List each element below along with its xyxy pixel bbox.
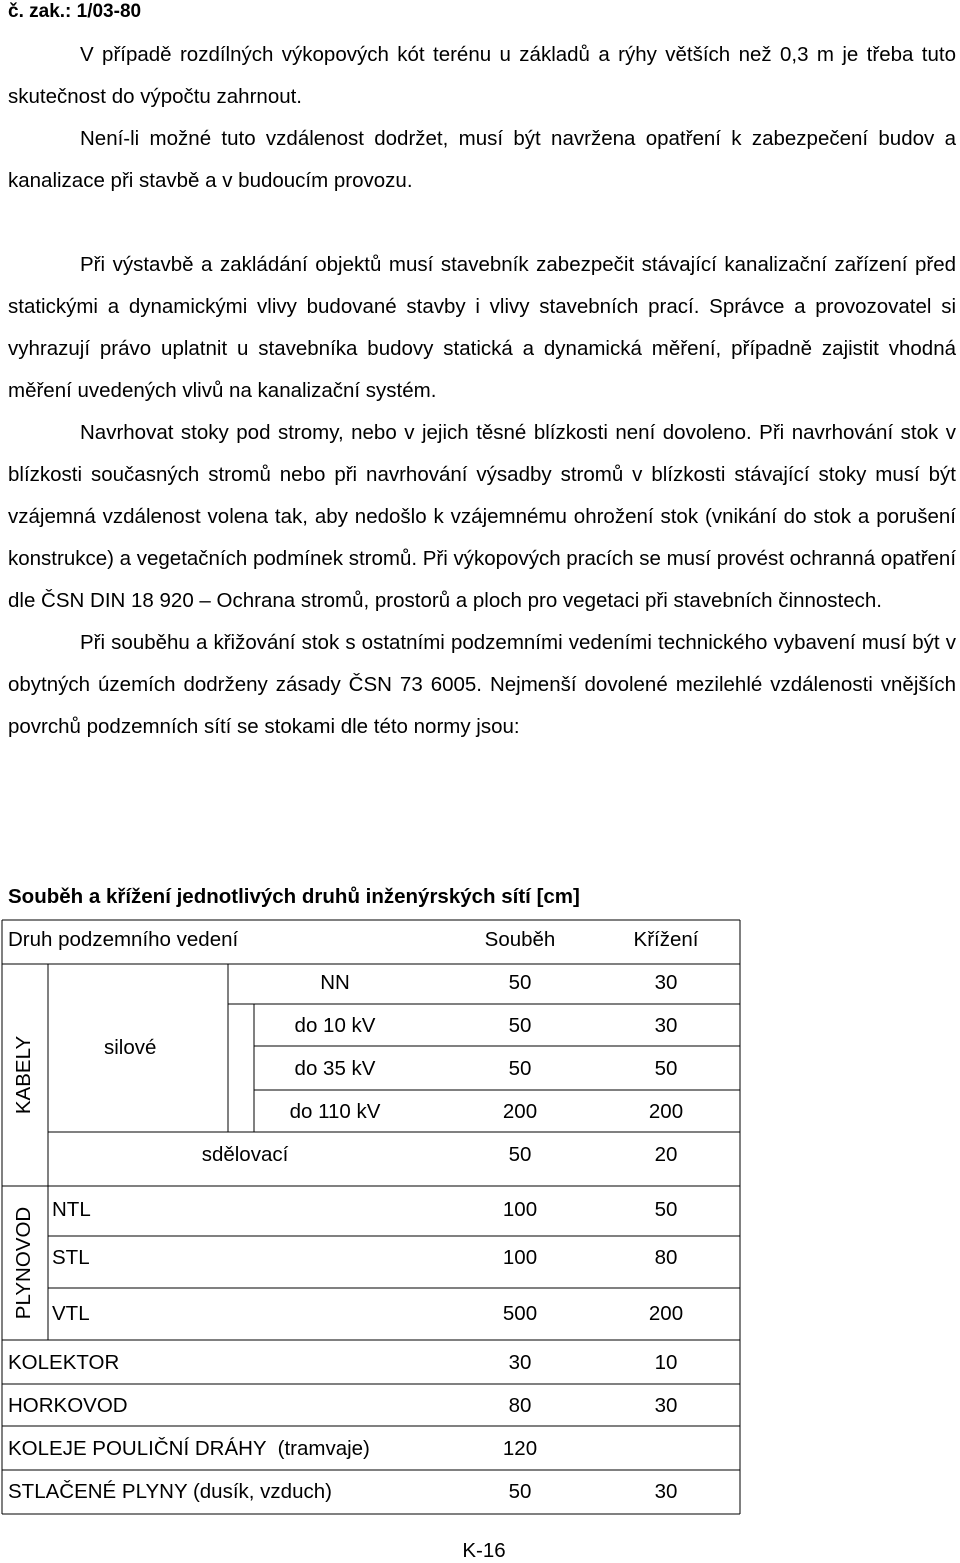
table-row-label: KOLEKTOR — [8, 1351, 120, 1374]
page-number: K-16 — [462, 1539, 506, 1562]
paragraph: Navrhovat stoky pod stromy, nebo v jejich těsné blízkosti není dovoleno. Při navrhování stok v blízkosti současných stromů nebo při navrhování výsadby stromů v blízkosti stávající stoky musí být vzájemná vzdálenost volena tak, aby nedošlo k vzájemnému ohrožení stok (vnikání do stok a porušení konstrukce) a vegetačních podmínek stromů. Při výkopových pracích se musí provést ochranná opatření dle ČSN DIN 18 920 – Ochrana stromů, prostorů a ploch pro vegetaci při stavebních činnostech. — [8, 421, 957, 612]
body-text — [8, 34, 956, 202]
table-cell-krizeni: 30 — [654, 1014, 678, 1037]
table-cell-krizeni: 80 — [654, 1246, 678, 1269]
table-cell-krizeni: 30 — [654, 1394, 678, 1417]
table-cell-krizeni: 200 — [648, 1100, 684, 1123]
table-cell-soubeh: 120 — [502, 1437, 538, 1460]
table-row-label: NN — [320, 971, 350, 994]
group-label-plynovod: PLYNOVOD — [12, 1206, 35, 1320]
group-label-kabely: KABELY — [12, 1035, 35, 1115]
table-row-label: HORKOVOD — [8, 1394, 128, 1417]
table-cell-krizeni: 200 — [648, 1302, 684, 1325]
table-cell-soubeh: 100 — [502, 1198, 538, 1221]
paragraph: V případě rozdílných výkopových kót terénu u základů a rýhy větších než 0,3 m je třeba tuto skutečnost do výpočtu zahrnout. — [8, 43, 956, 108]
table-row-label: VTL — [52, 1302, 90, 1325]
table-cell-soubeh: 50 — [508, 1143, 532, 1166]
table-cell-soubeh: 50 — [508, 971, 532, 994]
table-row-label: sdělovací — [201, 1143, 289, 1166]
table-cell-krizeni: 20 — [654, 1143, 678, 1166]
table-cell-krizeni: 30 — [654, 971, 678, 994]
table-cell-soubeh: 50 — [508, 1480, 532, 1503]
table-row-label: STL — [52, 1246, 90, 1269]
table-row-label: NTL — [52, 1198, 91, 1221]
col-header-type: Druh podzemního vedení — [8, 928, 239, 951]
paragraph: Při výstavbě a zakládání objektů musí stavebník zabezpečit stávající kanalizační zařízení před statickými a dynamickými vlivy budované stavby i vlivy stavebních prací. Správce a provozovatel si vyhrazují právo uplatnit u stavebníka budovy statická a dynamická měření, případně zajistit vhodná měření uvedených vlivů na kanalizační systém. — [8, 253, 956, 402]
body-text — [8, 244, 956, 748]
table-cell-krizeni: 50 — [654, 1057, 678, 1080]
table-cell-krizeni: 10 — [654, 1351, 678, 1374]
table-row-label: STLAČENÉ PLYNY (dusík, vzduch) — [8, 1480, 332, 1503]
table-row-label: do 35 kV — [294, 1057, 376, 1080]
col-header-krizeni: Křížení — [633, 928, 699, 951]
table-row-label: do 110 kV — [289, 1100, 381, 1123]
table-cell-soubeh: 30 — [508, 1351, 532, 1374]
table-title: Souběh a křížení jednotlivých druhů inženýrských sítí [cm] — [8, 885, 580, 908]
document-number: č. zak.: 1/03-80 — [8, 1, 142, 22]
table-cell-krizeni: 30 — [654, 1480, 678, 1503]
paragraph: Není-li možné tuto vzdálenost dodržet, musí být navržena opatření k zabezpečení budov a kanalizace při stavbě a v budoucím provozu. — [8, 127, 956, 192]
table-cell-soubeh: 80 — [508, 1394, 532, 1417]
table-cell-soubeh: 50 — [508, 1057, 532, 1080]
table-row-label: do 10 kV — [294, 1014, 376, 1037]
table-row-label: KOLEJE POULIČNÍ DRÁHY (tramvaje) — [8, 1437, 370, 1460]
table-cell-soubeh: 50 — [508, 1014, 532, 1037]
table-cell-soubeh: 100 — [502, 1246, 538, 1269]
paragraph: Při souběhu a křižování stok s ostatními podzemními vedeními technického vybavení musí být v obytných územích dodrženy zásady ČSN 73 6005. Nejmenší dovolené mezilehlé vzdálenosti vnějších povrchů podzemních sítí se stokami dle této normy jsou: — [8, 631, 956, 738]
table-cell-soubeh: 500 — [502, 1302, 538, 1325]
col-header-soubeh: Souběh — [484, 928, 556, 951]
group-label-silove: silové — [104, 1036, 157, 1059]
table-cell-soubeh: 200 — [502, 1100, 538, 1123]
table-cell-krizeni: 50 — [654, 1198, 678, 1221]
